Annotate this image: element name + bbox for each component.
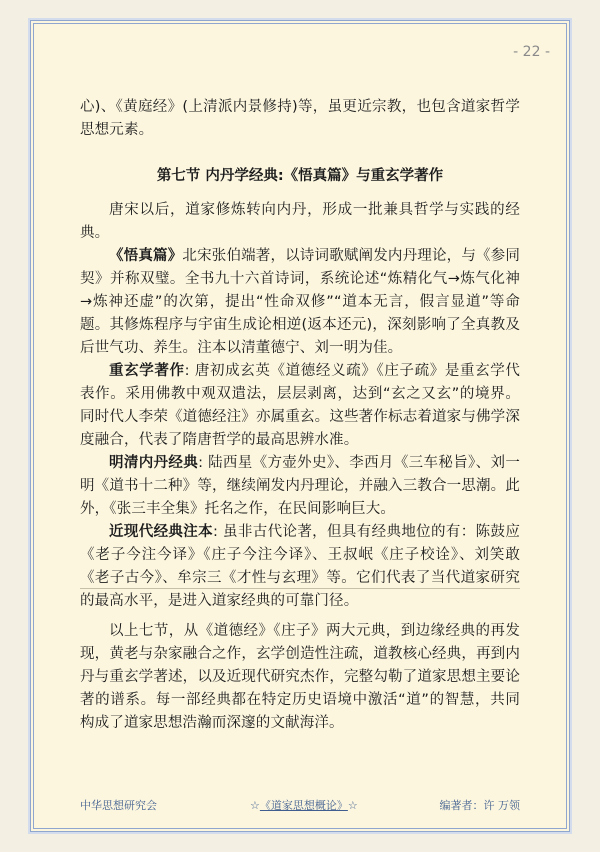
paragraph-2-lead: 《悟真篇》 — [109, 248, 183, 264]
summary-block — [80, 620, 520, 735]
paragraph-2 — [80, 245, 520, 360]
footer-organization: 中华思想研究会 — [80, 799, 157, 812]
footer-author: 编著者：许 万领 — [439, 799, 520, 812]
intro-paragraph — [80, 96, 520, 142]
body-text — [80, 199, 520, 613]
star-icon: ☆ — [347, 799, 358, 812]
paragraph-5 — [80, 521, 520, 613]
paragraph-1: 唐宋以后，道家修炼转向内丹，形成一批兼具哲学与实践的经典。 — [80, 202, 520, 241]
footer-title-link[interactable]: 《道家思想概论》 — [259, 799, 348, 812]
paragraph-4 — [80, 452, 520, 521]
section-title: 第七节 内丹学经典:《悟真篇》与重玄学著作 — [156, 168, 444, 184]
paragraph-5-lead: 近现代经典注本 — [109, 524, 214, 540]
paragraph-3 — [80, 360, 520, 452]
footer-book-title — [250, 797, 358, 813]
paragraph-4-text: : 陆西星《方壶外史》、李西月《三车秘旨》、刘一明《道书十二种》等，继续阐发内丹理论，并融入三教合一思潮。此外，《张三丰全集》托名之作，在民间影响巨大。 — [80, 455, 520, 517]
paragraph-4-lead: 明清内丹经典 — [109, 455, 199, 471]
section-divider — [80, 588, 520, 589]
star-icon: ☆ — [250, 799, 260, 812]
page-number: - 22 - — [513, 44, 550, 60]
paragraph-5-text: : 虽非古代论著，但具有经典地位的有：陈鼓应《老子今注今译》《庄子今注今译》、王叔岷《庄子校诠》、刘笑敢《老子古今》、牟宗三《才性与玄理》等。它们代表了当代道家研究的最高水平，是进入道家经典的可靠门径。 — [80, 524, 520, 609]
intro-text: 心)、《黄庭经》(上清派内景修持)等，虽更近宗教，也包含道家哲学思想元素。 — [80, 99, 520, 138]
summary-paragraph: 以上七节，从《道德经》《庄子》两大元典，到边缘经典的再发现，黄老与杂家融合之作，玄学创造性注疏，道教核心经典，再到内丹与重玄学著述，以及近现代研究杰作，完整勾勒了道家思想主要论著的谱系。每一部经典都在特定历史语境中激活“道”的智慧，共同构成了道家思想浩瀚而深邃的文献海洋。 — [80, 623, 520, 731]
paragraph-3-text: : 唐初成玄英《道德经义疏》《庄子疏》是重玄学代表作。采用佛教中观双遣法，层层剥离，达到“玄之又玄”的境界。同时代人李荣《道德经注》亦属重玄。这些著作标志着道家与佛学深度融合，代表了隋唐哲学的最高思辨水准。 — [80, 363, 520, 448]
paragraph-2-text: 北宋张伯端著，以诗词歌赋阐发内丹理论，与《参同契》并称双璧。全书九十六首诗词，系统论述“炼精化气→炼气化神→炼神还虚”的次第，提出“性命双修”“道本无言，假言显道”等命题。其修炼程序与宇宙生成论相逆(返本还元)，深刻影响了全真教及后世气功、养生。注本以清董德宁、刘一明为佳。 — [80, 248, 521, 356]
paragraph-3-lead: 重玄学著作 — [109, 363, 185, 379]
